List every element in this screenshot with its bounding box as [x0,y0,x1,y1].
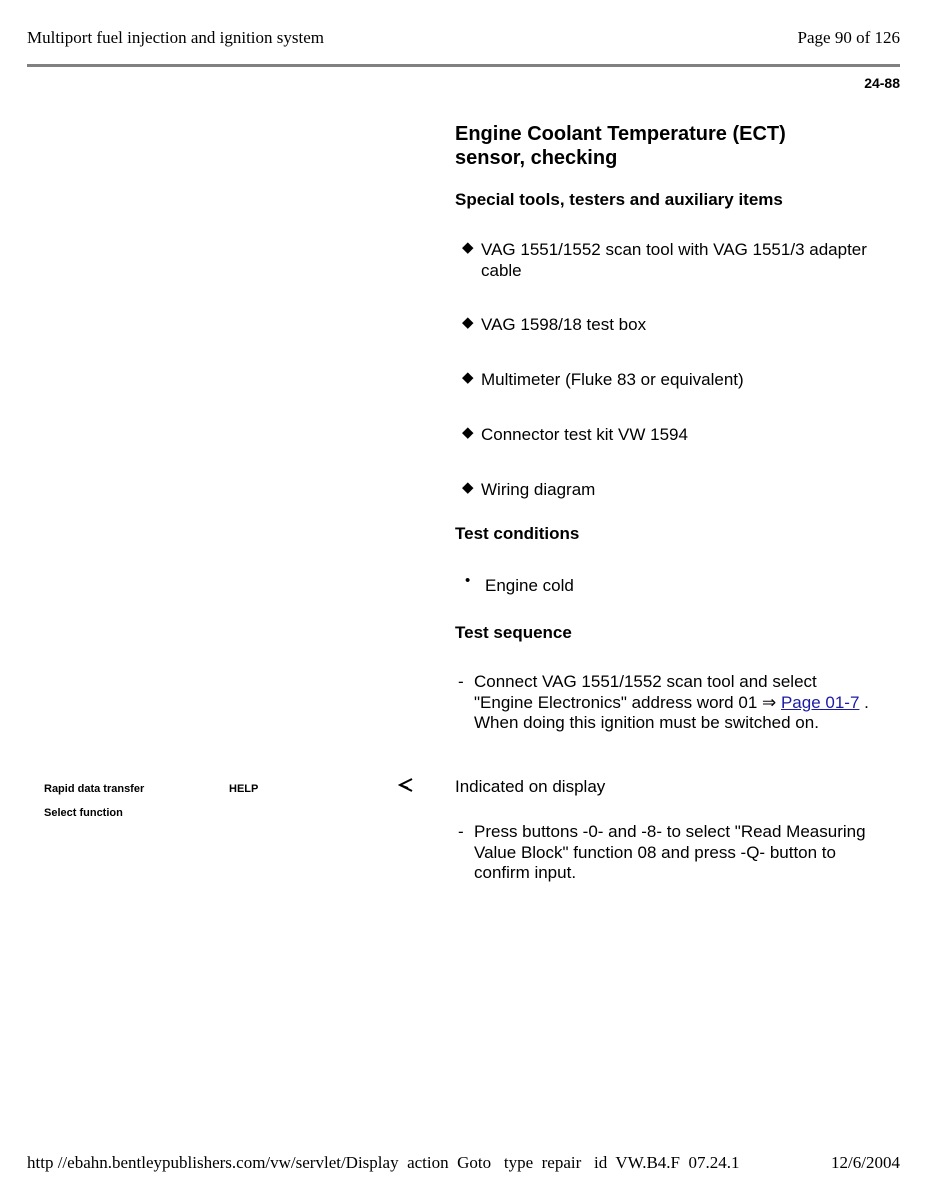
section-page-code: 24-88 [864,75,900,91]
list-item [462,424,882,445]
step-text: Press buttons -0- and -8- to select "Read Measuring Value Block" function 08 and press -Q- button to confirm input. [474,822,866,882]
section-title [455,122,885,170]
sequence-heading: Test sequence [455,623,572,642]
tool-text: VAG 1598/18 test box [481,315,647,334]
list-item [462,369,882,390]
step-text [458,672,878,734]
section-title-line2: sensor, checking [455,147,618,169]
tools-heading: Special tools, testers and auxiliary items [455,190,783,209]
step-dash: - [458,672,464,691]
tool-text: Connector test kit VW 1594 [481,425,688,444]
diamond-bullet-icon: ◆ [462,424,474,441]
list-item [462,239,882,281]
page-number: Page 90 of 126 [797,28,900,47]
step-text-before-link: Connect VAG 1551/1552 scan tool and select "Engine Electronics" address word 01 ⇒ [474,672,817,712]
document-title: Multiport fuel injection and ignition system [27,28,324,47]
diamond-bullet-icon: ◆ [462,314,474,331]
round-bullet-icon: • [465,572,471,589]
list-item [462,314,882,335]
header-divider [27,64,900,67]
footer-url: http //ebahn.bentleypublishers.com/vw/servlet/Display action Goto type repair id VW.B4.F 07.24.1 [27,1153,740,1172]
section-title-line1: Engine Coolant Temperature (ECT) [455,123,786,145]
display-line2: Select function [44,807,123,819]
list-item [465,572,574,596]
indicated-label: Indicated on display [455,777,606,796]
page-link[interactable]: Page 01-7 [780,692,860,712]
display-help: HELP [229,783,259,795]
tool-text: VAG 1551/1552 scan tool with VAG 1551/3 adapter cable [481,240,867,280]
pointer-arrow-icon [398,777,414,798]
footer-date: 12/6/2004 [831,1153,900,1172]
diamond-bullet-icon: ◆ [462,369,474,386]
conditions-heading: Test conditions [455,524,580,543]
tool-text: Multimeter (Fluke 83 or equivalent) [481,370,744,389]
step-text-after-link: . When doing this ignition must be switched on. [474,692,869,732]
diamond-bullet-icon: ◆ [462,239,474,256]
list-item [462,479,882,500]
condition-text: Engine cold [485,576,574,595]
display-line1: Rapid data transfer [44,783,145,795]
tool-text: Wiring diagram [481,480,596,499]
sequence-step [458,672,878,734]
diamond-bullet-icon: ◆ [462,479,474,496]
sequence-step [458,822,878,884]
step-dash: - [458,822,464,841]
